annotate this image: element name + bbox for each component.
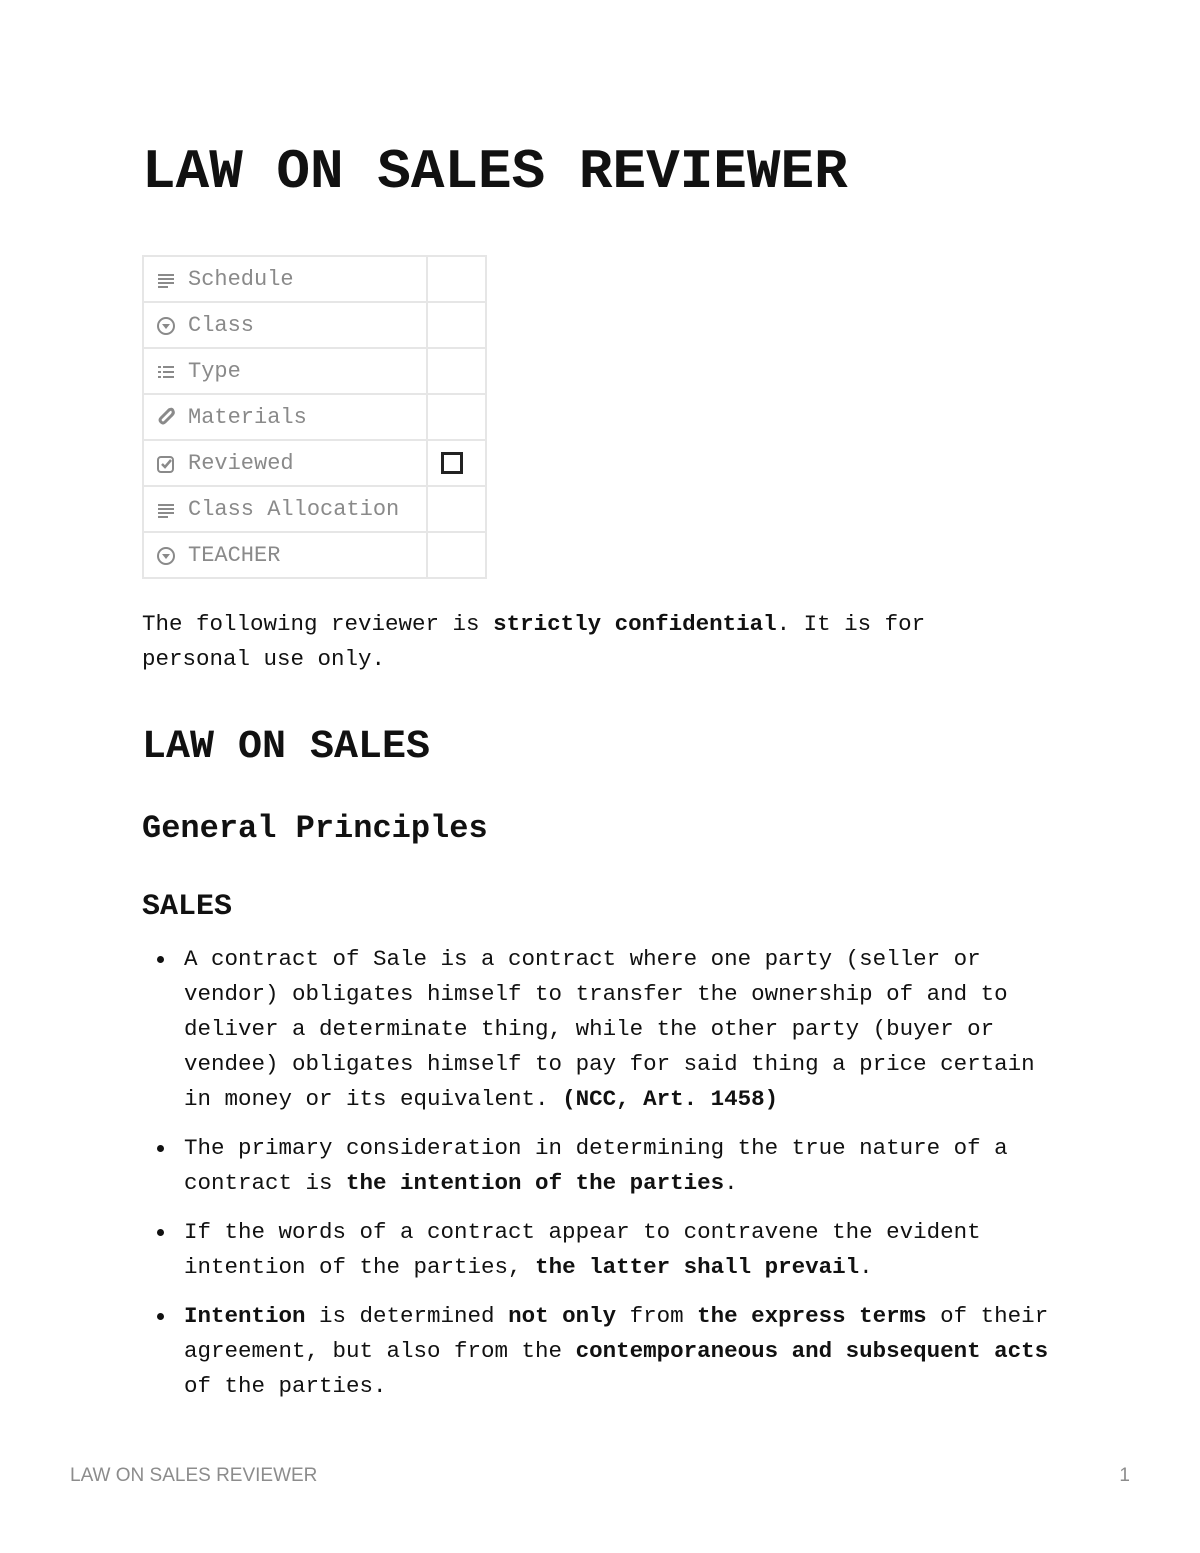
subsection-heading: General Principles (142, 810, 488, 847)
list-item: A contract of Sale is a contract where one party (seller or vendor) obligates himself to transfer the ownership of and to deliver a determinate thing, while the other party (buyer or vendee) obligates himself to pay for said thing a price certain in money or its equivalent. (NCC, Art. 1458) (142, 942, 1062, 1117)
reviewed-checkbox[interactable] (441, 452, 463, 474)
property-row-type (143, 348, 486, 394)
property-label: Class Allocation (188, 496, 400, 522)
topic-heading: SALES (142, 890, 233, 924)
confidential-emphasis: strictly confidential (493, 611, 777, 637)
bulleted-list-icon (156, 361, 176, 381)
property-value-class-allocation[interactable] (427, 486, 486, 532)
property-label: Materials (188, 404, 307, 430)
list-item: Intention is determined not only from the express terms of their agreement, but also from the contemporaneous and subsequent acts of the parties. (142, 1299, 1062, 1404)
property-row-reviewed (143, 440, 486, 486)
property-value-teacher[interactable] (427, 532, 486, 578)
property-row-schedule (143, 256, 486, 302)
property-value-schedule[interactable] (427, 256, 486, 302)
section-heading: LAW ON SALES (142, 725, 431, 770)
select-circle-icon (156, 315, 176, 335)
property-label: TEACHER (188, 542, 281, 568)
property-label: Type (188, 358, 241, 384)
property-label: Reviewed (188, 450, 294, 476)
property-row-class-allocation (143, 486, 486, 532)
page-title: LAW ON SALES REVIEWER (142, 140, 848, 204)
text-lines-icon (156, 269, 176, 289)
checkbox-icon (156, 453, 176, 473)
footer-page-number: 1 (1119, 1465, 1130, 1486)
select-circle-icon (156, 545, 176, 565)
sales-bullet-list (142, 942, 1062, 1418)
properties-table (142, 255, 487, 579)
property-row-teacher (143, 532, 486, 578)
list-item: If the words of a contract appear to contravene the evident intention of the parties, the latter shall prevail. (142, 1215, 1062, 1285)
property-row-materials (143, 394, 486, 440)
property-label: Class (188, 312, 255, 338)
property-value-materials[interactable] (427, 394, 486, 440)
property-value-reviewed (427, 440, 486, 486)
property-value-class[interactable] (427, 302, 486, 348)
list-item: The primary consideration in determining the true nature of a contract is the intention of the parties. (142, 1131, 1062, 1201)
property-value-type[interactable] (427, 348, 486, 394)
paperclip-icon (156, 407, 176, 427)
text-lines-icon (156, 499, 176, 519)
footer-document-title: LAW ON SALES REVIEWER (70, 1465, 318, 1486)
property-row-class (143, 302, 486, 348)
intro-paragraph: The following reviewer is strictly confidential. It is for personal use only. (142, 611, 926, 672)
property-label: Schedule (188, 266, 294, 292)
